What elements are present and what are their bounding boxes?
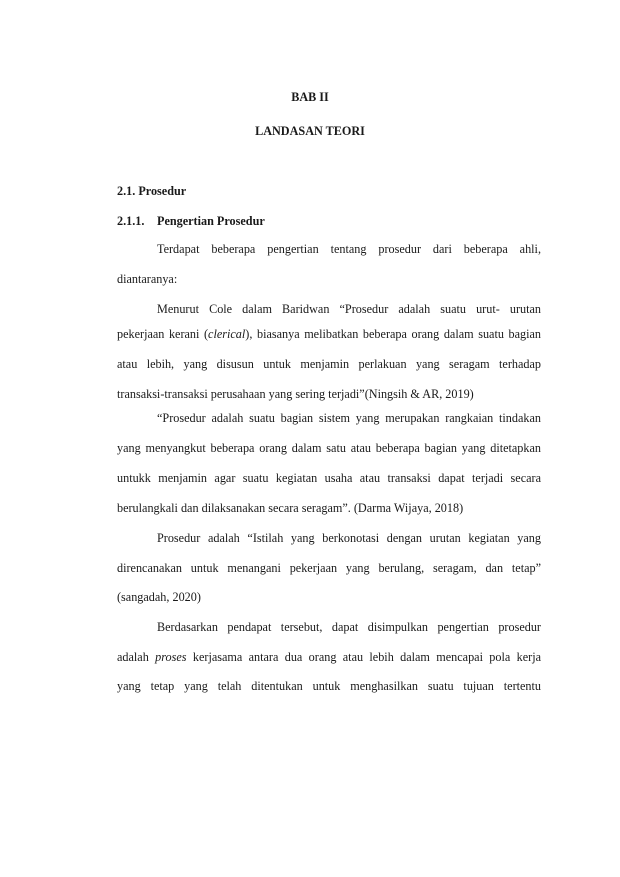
paragraph-4-line-2: direncanakan untuk menangani pekerjaan yang berulang, seragam, dan tetap”	[117, 561, 541, 575]
paragraph-5-line-2-start: adalah	[117, 650, 156, 664]
paragraph-1-line-1: Terdapat beberapa pengertian tentang prosedur dari beberapa ahli,	[157, 242, 541, 256]
paragraph-2-line-4: transaksi-transaksi perusahaan yang sering terjadi”(Ningsih & AR, 2019)	[117, 387, 474, 401]
paragraph-5-line-2	[117, 649, 541, 665]
proses-term: proses	[155, 650, 187, 664]
chapter-title: LANDASAN TEORI	[255, 124, 365, 138]
paragraph-5-line-3: yang tetap yang telah ditentukan untuk menghasilkan suatu tujuan tertentu	[117, 679, 541, 693]
paragraph-5-line-2-end: kerjasama antara dua orang atau lebih dalam mencapai pola kerja	[186, 650, 541, 664]
paragraph-4-line-1: Prosedur adalah “Istilah yang berkonotasi dengan urutan kegiatan yang	[157, 531, 541, 545]
subsection-number: 2.1.1.	[117, 214, 145, 228]
paragraph-3-line-2: yang menyangkut beberapa orang dalam satu atau beberapa bagian yang ditetapkan	[117, 441, 541, 455]
paragraph-3-line-4: berulangkali dan dilaksanakan secara seragam”. (Darma Wijaya, 2018)	[117, 501, 464, 515]
paragraph-1-line-2: diantaranya:	[117, 272, 178, 286]
paragraph-2-line-1: Menurut Cole dalam Baridwan “Prosedur adalah suatu urut- urutan	[157, 302, 541, 316]
paragraph-3-line-1: “Prosedur adalah suatu bagian sistem yang merupakan rangkaian tindakan	[157, 411, 541, 425]
subsection-heading	[117, 213, 541, 229]
paragraph-2-line-2-start: pekerjaan kerani (	[117, 327, 209, 341]
paragraph-5-line-1: Berdasarkan pendapat tersebut, dapat disimpulkan pengertian prosedur	[157, 620, 541, 634]
paragraph-2-line-2-end: ), biasanya melibatkan beberapa orang dalam suatu bagian	[245, 327, 541, 341]
clerical-term: clerical	[208, 327, 246, 341]
paragraph-4-line-3: (sangadah, 2020)	[117, 590, 201, 604]
section-heading: 2.1. Prosedur	[117, 184, 187, 198]
subsection-title: Pengertian Prosedur	[157, 214, 265, 228]
paragraph-2-line-3: atau lebih, yang disusun untuk menjamin perlakuan yang seragam terhadap	[117, 357, 541, 371]
chapter-number: BAB II	[291, 90, 329, 104]
paragraph-2-line-2	[117, 326, 541, 342]
paragraph-3-line-3: untukk menjamin agar suatu kegiatan usaha atau transaksi dapat terjadi secara	[117, 471, 541, 485]
